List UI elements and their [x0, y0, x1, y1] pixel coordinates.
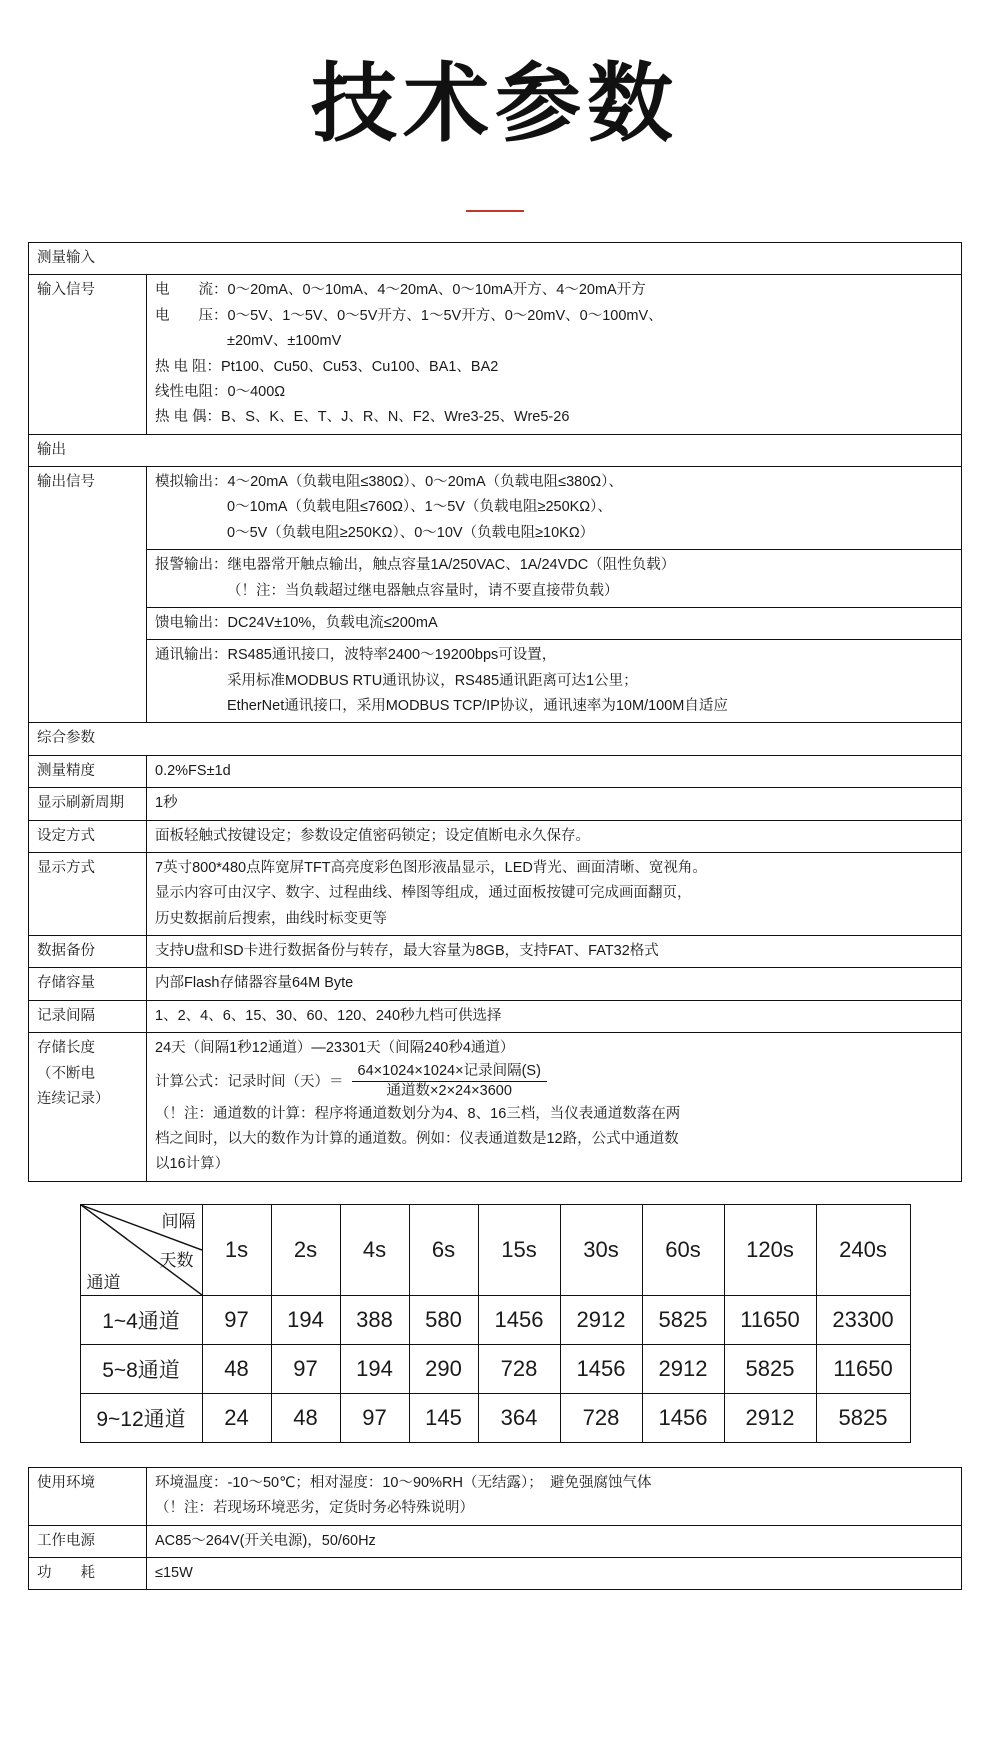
table-row — [29, 275, 962, 434]
table-row — [29, 820, 962, 852]
table-row — [29, 1033, 962, 1182]
row-value-consumption: ≤15W — [147, 1557, 962, 1589]
table-cell: 388 — [340, 1295, 409, 1344]
table-row — [29, 1000, 962, 1032]
table-cell: 97 — [340, 1393, 409, 1442]
formula-denominator: 通道数×2×24×3600 — [386, 1083, 512, 1100]
display-line: 7英寸800*480点阵宽屏TFT高亮度彩色图形液晶显示，LED背光、画面清晰、宽视角。 — [155, 859, 707, 876]
table-cell: 48 — [202, 1344, 271, 1393]
table-cell: 364 — [478, 1393, 560, 1442]
env-line: （！注：若现场环境恶劣，定货时务必特殊说明） — [155, 1500, 474, 1517]
storage-days-table — [80, 1204, 911, 1443]
column-header: 15s — [478, 1204, 560, 1295]
analog-line: 模拟输出：4～20mA（负载电阻≤380Ω）、0～20mA（负载电阻≤380Ω）、 — [155, 474, 623, 490]
formula-numerator: 64×1024×1024×记录间隔(S) — [352, 1062, 547, 1083]
row-label-accuracy: 测量精度 — [29, 755, 147, 787]
row-label-storage-capacity: 存储容量 — [29, 968, 147, 1000]
row-value-input-signal — [147, 275, 962, 434]
storage-line: 24天（间隔1秒12通道）—23301天（间隔240秒4通道） — [155, 1040, 515, 1057]
formula-fraction — [352, 1062, 547, 1102]
table-cell: 1456 — [642, 1393, 724, 1442]
row-label-storage-length — [29, 1033, 147, 1182]
table-cell: 145 — [409, 1393, 478, 1442]
table-row — [29, 968, 962, 1000]
table-row — [29, 243, 962, 275]
row-label-data-backup: 数据备份 — [29, 936, 147, 968]
input-line: 电 压：0～5V、1～5V、0～5V开方、1～5V开方、0～20mV、0～100mV、 — [155, 307, 663, 324]
input-line: ±20mV、±100mV — [227, 333, 342, 350]
column-header: 30s — [560, 1204, 642, 1295]
table-corner-header — [80, 1204, 202, 1295]
storage-label-line: （不断电 — [37, 1065, 95, 1082]
environment-table — [28, 1467, 962, 1591]
row-label-refresh: 显示刷新周期 — [29, 788, 147, 820]
table-cell: 580 — [409, 1295, 478, 1344]
alarm-line: 报警输出：继电器常开触点输出，触点容量1A/250VAC、1A/24VDC（阻性负载） — [155, 557, 676, 574]
row-value-accuracy: 0.2%FS±1d — [147, 755, 962, 787]
table-row — [80, 1393, 910, 1442]
row-value-storage-capacity: 内部Flash存储器容量64M Byte — [147, 968, 962, 1000]
table-header-row — [80, 1204, 910, 1295]
row-label-record-interval: 记录间隔 — [29, 1000, 147, 1032]
corner-label-days: 天数 — [159, 1250, 194, 1270]
table-cell: 97 — [202, 1295, 271, 1344]
spec-table — [28, 242, 962, 1182]
column-header: 6s — [409, 1204, 478, 1295]
table-cell: 97 — [271, 1344, 340, 1393]
table-cell: 48 — [271, 1393, 340, 1442]
table-cell: 5825 — [816, 1393, 910, 1442]
table-cell: 2912 — [560, 1295, 642, 1344]
table-row — [29, 1557, 962, 1589]
row-value-display-mode — [147, 852, 962, 935]
section-general-params: 综合参数 — [29, 723, 962, 755]
display-line: 历史数据前后搜索，曲线时标变更等 — [155, 910, 387, 927]
env-line: 环境温度：-10～50℃；相对湿度：10～90%RH（无结露）； 避免强腐蚀气体 — [155, 1474, 652, 1491]
table-row — [29, 550, 962, 608]
table-cell: 24 — [202, 1393, 271, 1442]
row-value-record-interval: 1、2、4、6、15、30、60、120、240秒九档可供选择 — [147, 1000, 962, 1032]
table-cell: 5825 — [642, 1295, 724, 1344]
table-cell: 290 — [409, 1344, 478, 1393]
alarm-line: （！注：当负载超过继电器触点容量时，请不要直接带负载） — [227, 582, 619, 599]
row-value-environment — [147, 1467, 962, 1525]
table-cell: 5825 — [724, 1344, 816, 1393]
column-header: 1s — [202, 1204, 271, 1295]
row-value-data-backup: 支持U盘和SD卡进行数据备份与转存，最大容量为8GB，支持FAT、FAT32格式 — [147, 936, 962, 968]
row-label-environment: 使用环境 — [29, 1467, 147, 1525]
row-value-setting-mode: 面板轻触式按键设定；参数设定值密码锁定；设定值断电永久保存。 — [147, 820, 962, 852]
table-row — [29, 936, 962, 968]
row-label-output-signal: 输出信号 — [29, 467, 147, 723]
table-row — [80, 1295, 910, 1344]
comm-line: 通讯输出：RS485通讯接口，波特率2400～19200bps可设置， — [155, 647, 557, 664]
comm-line: EtherNet通讯接口，采用MODBUS TCP/IP协议，通讯速率为10M/100M自适应 — [227, 698, 728, 714]
storage-formula — [155, 1062, 953, 1102]
row-header: 9~12通道 — [80, 1393, 202, 1442]
input-line: 热 电 偶：B、S、K、E、T、J、R、N、F2、Wre3-25、Wre5-26 — [155, 409, 570, 426]
corner-label-interval: 间隔 — [161, 1211, 196, 1231]
table-row — [29, 607, 962, 639]
row-value-storage-length — [147, 1033, 962, 1182]
table-cell: 11650 — [816, 1344, 910, 1393]
table-row — [29, 434, 962, 466]
storage-label-line: 连续记录） — [37, 1090, 110, 1107]
column-header: 120s — [724, 1204, 816, 1295]
row-value-refresh: 1秒 — [147, 788, 962, 820]
row-value-analog-output — [147, 467, 962, 550]
table-row — [29, 1525, 962, 1557]
table-cell: 1456 — [560, 1344, 642, 1393]
input-line: 热 电 阻：Pt100、Cu50、Cu53、Cu100、BA1、BA2 — [155, 358, 499, 375]
row-label-power-supply: 工作电源 — [29, 1525, 147, 1557]
storage-label-line: 存储长度 — [37, 1040, 95, 1057]
table-cell: 728 — [560, 1393, 642, 1442]
table-row — [29, 1467, 962, 1525]
table-cell: 23300 — [816, 1295, 910, 1344]
table-cell: 728 — [478, 1344, 560, 1393]
column-header: 240s — [816, 1204, 910, 1295]
storage-note-line: 以16计算） — [155, 1156, 230, 1173]
input-line: 电 流：0～20mA、0～10mA、4～20mA、0～10mA开方、4～20mA开方 — [155, 282, 646, 299]
row-header: 1~4通道 — [80, 1295, 202, 1344]
table-cell: 194 — [340, 1344, 409, 1393]
table-row — [29, 788, 962, 820]
row-value-alarm-output — [147, 550, 962, 608]
row-label-setting-mode: 设定方式 — [29, 820, 147, 852]
analog-line: 0～10mA（负载电阻≤760Ω）、1～5V（负载电阻≥250KΩ）、 — [227, 499, 612, 516]
table-row — [29, 467, 962, 550]
row-label-display-mode: 显示方式 — [29, 852, 147, 935]
storage-note-line: 档之间时，以大的数作为计算的通道数。例如：仪表通道数是12路，公式中通道数 — [155, 1131, 679, 1147]
row-value-comm-output — [147, 640, 962, 723]
table-row — [29, 723, 962, 755]
corner-label-channel: 通道 — [86, 1272, 121, 1292]
power-out-line: 馈电输出：DC24V±10%，负载电流≤200mA — [155, 614, 438, 631]
table-cell: 2912 — [724, 1393, 816, 1442]
table-cell: 1456 — [478, 1295, 560, 1344]
row-label-consumption: 功 耗 — [29, 1557, 147, 1589]
section-output: 输出 — [29, 434, 962, 466]
table-row — [29, 640, 962, 723]
table-cell: 11650 — [724, 1295, 816, 1344]
storage-note-line: （！注：通道数的计算：程序将通道数划分为4、8、16三档，当仪表通道数落在两 — [155, 1105, 681, 1122]
input-line: 线性电阻：0～400Ω — [155, 383, 286, 400]
page-title: 技术参数 — [311, 54, 679, 154]
table-row — [80, 1344, 910, 1393]
column-header: 4s — [340, 1204, 409, 1295]
row-header: 5~8通道 — [80, 1344, 202, 1393]
table-row — [29, 755, 962, 787]
column-header: 60s — [642, 1204, 724, 1295]
interval-table-wrap — [0, 1204, 990, 1443]
table-row — [29, 852, 962, 935]
column-header: 2s — [271, 1204, 340, 1295]
formula-prefix: 计算公式：记录时间（天）＝ — [155, 1073, 344, 1090]
analog-line: 0～5V（负载电阻≥250KΩ）、0～10V（负载电阻≥10KΩ） — [227, 524, 595, 541]
row-value-feed-output — [147, 607, 962, 639]
section-measure-input: 测量输入 — [29, 243, 962, 275]
comm-line: 采用标准MODBUS RTU通讯协议，RS485通讯距离可达1公里； — [227, 672, 638, 689]
table-cell: 194 — [271, 1295, 340, 1344]
bottom-table-wrap — [0, 1467, 990, 1617]
spec-table-wrap — [0, 212, 990, 1182]
row-value-power-supply: AC85～264V(开关电源)，50/60Hz — [147, 1525, 962, 1557]
row-label-input-signal: 输入信号 — [29, 275, 147, 434]
table-cell: 2912 — [642, 1344, 724, 1393]
display-line: 显示内容可由汉字、数字、过程曲线、棒图等组成，通过面板按键可完成画面翻页， — [155, 885, 692, 902]
